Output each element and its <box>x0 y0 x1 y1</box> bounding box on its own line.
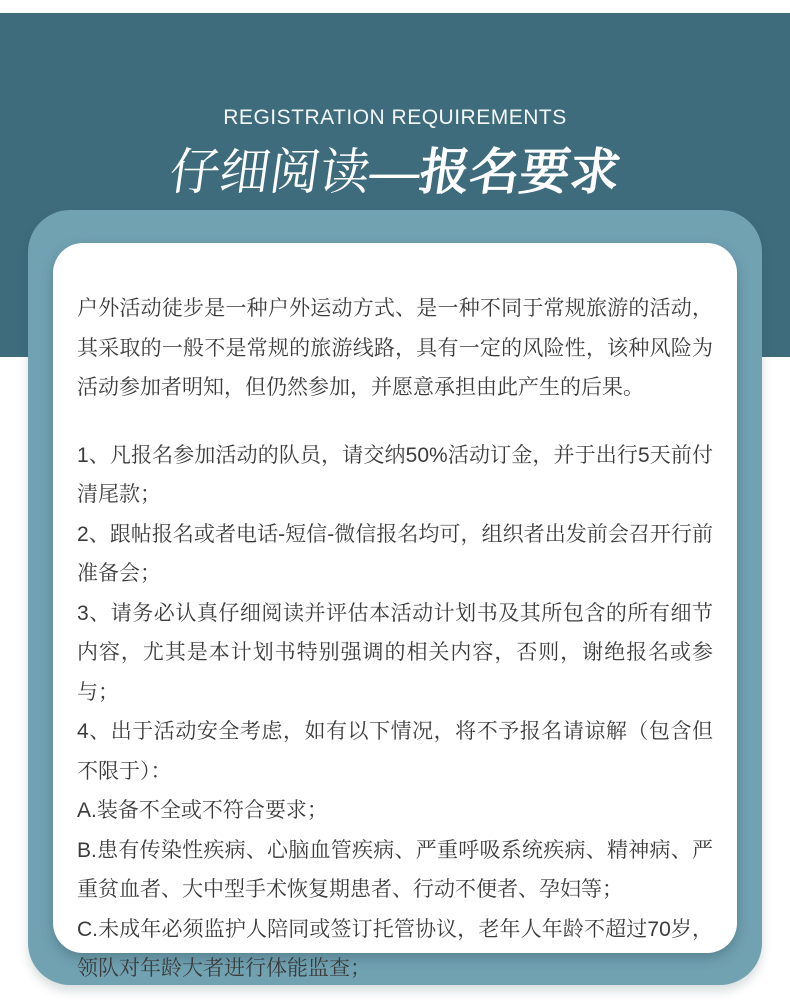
page-title-regular: 仔细阅读— <box>166 144 424 200</box>
requirement-item-3: 3、请务必认真仔细阅读并评估本活动计划书及其所包含的所有细节内容，尤其是本计划书特别强调的相关内容，否则，谢绝报名或参与； <box>77 601 713 704</box>
requirements-card <box>53 243 737 980</box>
requirement-item-4: 4、出于活动安全考虑，如有以下情况，将不予报名请谅解（包含但不限于）： <box>77 720 713 783</box>
requirement-item-c: C.未成年必须监护人陪同或签订托管协议，老年人年龄不超过70岁，领队对年龄大者进行体能监查； <box>77 917 713 980</box>
requirement-item-b: B.患有传染性疾病、心脑血管疾病、严重呼吸系统疾病、精神病、严重贫血者、大中型手术恢复期患者、行动不便者、孕妇等； <box>77 838 713 901</box>
page-title-bold: 报名要求 <box>416 144 624 200</box>
intro-paragraph: 户外活动徒步是一种户外运动方式、是一种不同于常规旅游的活动，其采取的一般不是常规的旅游线路，具有一定的风险性，该种风险为活动参加者明知，但仍然参加，并愿意承担由此产生的后果。 <box>77 297 713 399</box>
requirement-item-1: 1、凡报名参加活动的队员，请交纳50%活动订金，并于出行5天前付清尾款； <box>77 443 713 506</box>
requirement-item-a: A.装备不全或不符合要求； <box>77 799 328 822</box>
page-title <box>0 143 790 201</box>
requirement-item-2: 2、跟帖报名或者电话-短信-微信报名均可，组织者出发前会召开行前准备会； <box>77 522 713 585</box>
requirements-text <box>77 289 713 989</box>
eyebrow-text: REGISTRATION REQUIREMENTS <box>223 106 567 129</box>
